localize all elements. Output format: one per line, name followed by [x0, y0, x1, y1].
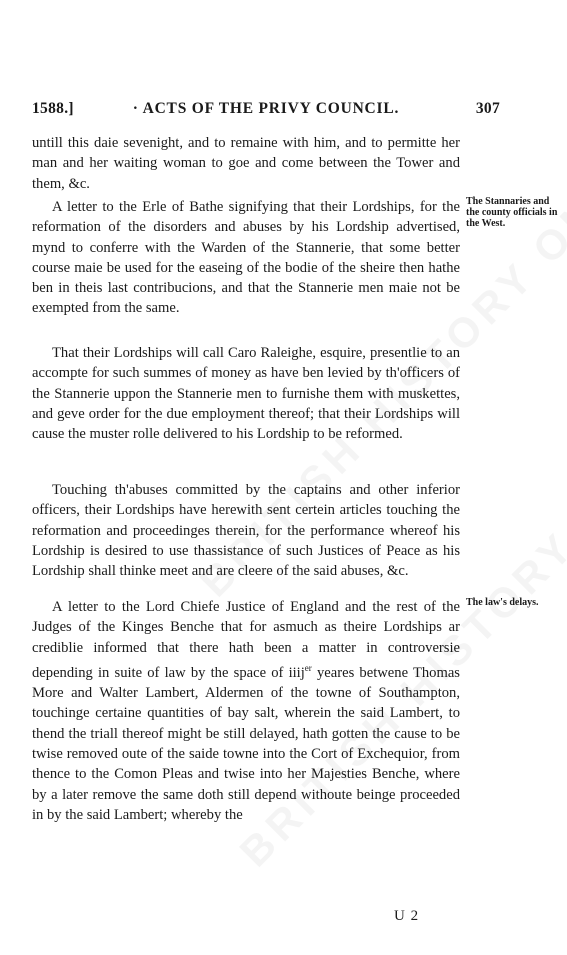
margin-note-law-delays: The law's delays.	[466, 597, 539, 608]
paragraph-3: That their Lordships will call Caro Raleighe, esquire, presentlie to an accompte for such summes of money as have ben levied by th'officers of the Stannerie uppon the Stannerie men to furnishe them with muskettes, and geve order for the due employment thereof; that their Lordships will cause the muster rolle delivered to his Lordship to be reformed.	[32, 345, 460, 443]
paragraph-block-chiefe-justice	[32, 597, 460, 833]
paragraph-5-part-a: A letter to the Lord Chiefe Justice of England and the rest of the Judges of the Kinges Benche that for asmuch as theire Lordships ar crediblie informed that there hath been a matter in controversie depending in suite of law by the space of iiij	[32, 599, 460, 681]
header-year: 1588.]	[32, 100, 74, 117]
margin-note-stannaries: The Stannaries and the county officials in the West.	[466, 196, 558, 229]
page-number: 307	[475, 100, 500, 117]
paragraph-5-part-b: yeares betwene Thomas More and Walter Lambert, Aldermen of the towne of Southampton, touchinge certaine quantities of bay salt, wherein the said Lambert, to thend the triall thereof might be still delayed, hath gotten the cause to be twise removed oute of the saide towne into the Cort of Exchequior, from thence to the Comon Pleas and twise into her Majesties Benche, where by a later remove the same doth still depend withoute beinge proceeded in by the said Lambert; whereby the	[32, 664, 460, 823]
header-title: · ACTS OF THE PRIVY COUNCIL.	[132, 100, 400, 117]
paragraph-2: A letter to the Erle of Bathe signifying that their Lordships, for the reformation of the disorders and abuses by his Lordship advertised, mynd to conferre with the Warden of the Stannerie, that some better course maie be used for the easeing of the bodie of the sheire then hathe ben in theis last contribucions, and that the Stannerie men maie not be exempted from the same.	[32, 199, 460, 317]
signature-mark: U 2	[394, 908, 420, 924]
paragraph-block-bathe	[32, 197, 460, 327]
paragraph-5-superscript: er	[304, 662, 312, 673]
paragraph-4: Touching th'abuses committed by the captains and other inferior officers, their Lordships have herewith sent certein articles touching the reformation and proceedinges therein, for the performance whereof his Lordship is desired to use thassistance of such Justices of Peace as his Lordship shall thinke meet and are cleere of the said abuses, &c.	[32, 482, 460, 580]
paragraph-block-raleighe	[32, 343, 460, 452]
paragraph-continuation	[32, 133, 460, 202]
paragraph-1: untill this daie sevenight, and to remaine with him, and to permitte her man and her waiting woman to goe and come between the Tower and them, &c.	[32, 135, 460, 192]
paragraph-block-abuses	[32, 480, 460, 589]
paragraph-5	[32, 597, 460, 825]
running-header	[32, 100, 500, 122]
